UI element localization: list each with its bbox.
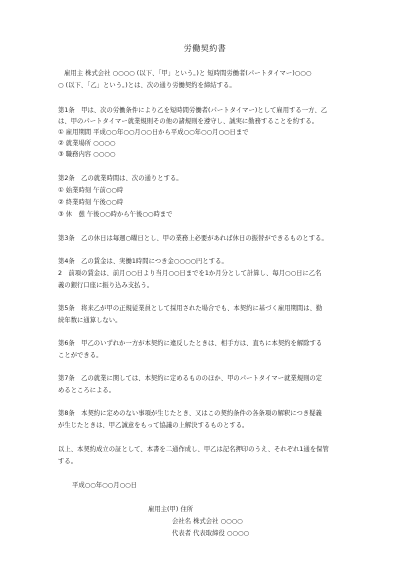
signature-representative: 代表者 代表取締役 ○○○○ (172, 530, 250, 537)
preamble-line-1: 雇用主 株式会社 ○○○○ (以下、「甲」という。)と 短時間労働者(パートタイマー)○○○ (64, 70, 312, 77)
article7-line-1: 第7条 乙の就業に関しては、本契約に定めるもののほか、甲のパートタイマー就業規則の定 (58, 375, 323, 382)
article7-line-2: めるところによる。 (58, 387, 116, 394)
article2-item-1: ① 始業時刻 午前○○時 (58, 187, 124, 194)
article2-line-1: 第2条 乙の就業時間は、次の通りとする。 (58, 175, 183, 182)
article6-line-2: ことができる。 (58, 352, 103, 359)
article1-item-1: ① 雇用期間 平成○○年○○月○○日から平成○○年○○月○○日まで (58, 129, 249, 136)
article1-item-3: ③ 職務内容 ○○○○ (58, 151, 116, 158)
signature-address-label: 雇用主(甲) 住所 (148, 506, 194, 513)
article8-line-1: 第8条 本契約に定めのない事項が生じたとき、又はこの契約条件の各条項の解釈につき疑義 (58, 410, 322, 417)
article2-item-2: ② 終業時刻 午後○○時 (58, 199, 124, 206)
article1-item-2: ② 就業場所 ○○○○ (58, 140, 116, 147)
article4-line-3: 義の銀行口座に振り込み支払う。 (58, 282, 154, 289)
article6-line-1: 第6条 甲乙のいずれか一方が本契約に違反したときは、相手方は、直ちに本契約を解除する (58, 340, 323, 347)
preamble-line-2: ○ (以下、「乙」という。)とは、次の通り労働契約を締結する。 (58, 82, 236, 89)
contract-date: 平成○○年○○月○○日 (72, 482, 138, 489)
article5-line-2: 続年数に通算しない。 (58, 317, 122, 324)
article8-line-2: が生じたときは、甲乙誠意をもって協議の上解決するものとする。 (58, 422, 249, 429)
article5-line-1: 第5条 将来乙が甲の正規従業員として採用された場合でも、本契約に基づく雇用期間は、勤 (58, 305, 323, 312)
signature-company: 会社名 株式会社 ○○○○ (172, 518, 243, 525)
article1-line-2: は、甲のパートタイマー就業規則その他の諸規則を遵守し、誠実に勤務することを約する。 (58, 118, 319, 125)
article4-line-2: 2 前項の賃金は、前月○○日より当月○○日までを1か月分として計算し、毎月○○日に乙名 (58, 270, 322, 277)
article3-line: 第3条 乙の休日は毎週○曜日とし、甲の業務上必要があれば休日の振替ができるものとする。 (58, 235, 328, 242)
closing-line-2: する。 (58, 458, 78, 465)
document-title: 労働契約書 (183, 44, 227, 53)
closing-line-1: 以上、本契約成立の証として、本書を二通作成し、甲乙は記名押印のうえ、それぞれ1通を保管 (58, 446, 329, 453)
article1-line-1: 第1条 甲は、次の労働条件により乙を短時間労働者(パートタイマー)として雇用する一方、乙 (58, 107, 328, 114)
article4-line-1: 第4条 乙の賃金は、実働1時間につき金○○○○円とする。 (58, 258, 228, 265)
article2-item-3: ③ 休 憩 午後○○時から午後○○時まで (58, 211, 173, 218)
